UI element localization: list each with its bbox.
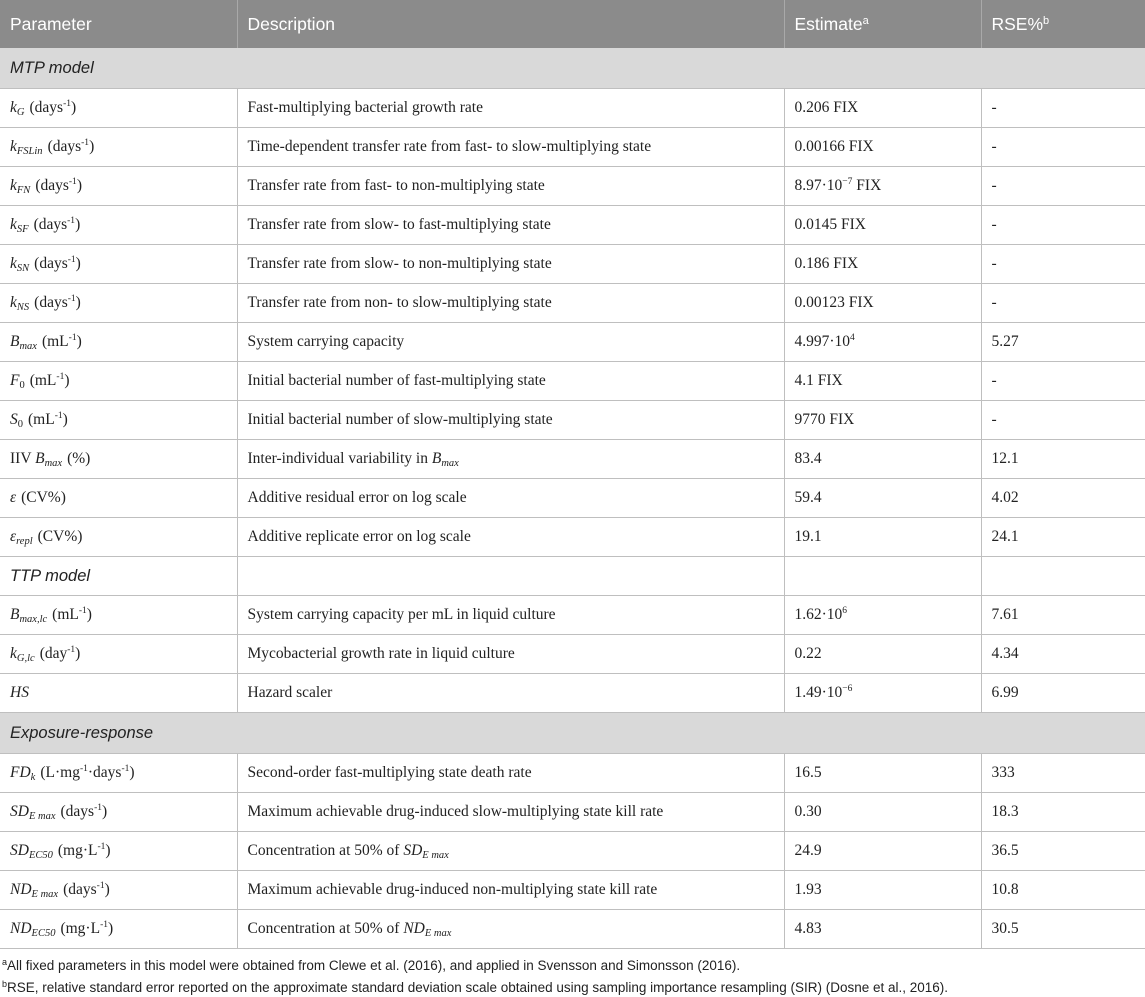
table-row (0, 128, 1145, 167)
table-row (0, 832, 1145, 871)
description-subscript: E max (422, 850, 449, 861)
estimate-suffix: FIX (852, 177, 882, 194)
estimate-cell (784, 518, 981, 557)
table-row (0, 674, 1145, 713)
rse-cell: - (981, 362, 1145, 401)
estimate-value: 0.22 (794, 645, 822, 662)
description-cell (237, 871, 784, 910)
parameter-cell (0, 596, 237, 635)
estimate-value: 1.49·10 (794, 684, 843, 701)
description-text: Initial bacterial number of slow-multiplying state (247, 411, 553, 428)
parameter-subscript: FSLin (16, 146, 43, 157)
parameter-cell (0, 284, 237, 323)
unit-exponent: -1 (67, 645, 76, 655)
description-text: Transfer rate from slow- to non-multiplying state (247, 255, 552, 272)
rse-cell: 4.02 (981, 479, 1145, 518)
parameter-cell (0, 674, 237, 713)
parameter-unit (35, 177, 82, 194)
parameter-unit (29, 99, 76, 116)
section-row-ttp (0, 557, 1145, 596)
estimate-value: 19.1 (794, 528, 822, 545)
unit-exponent: -1 (121, 764, 130, 774)
description-cell (237, 635, 784, 674)
unit-text: ) (102, 803, 108, 820)
parameter-subscript: 0 (19, 380, 25, 391)
estimate-exponent: −7 (842, 177, 853, 187)
table-row (0, 206, 1145, 245)
description-text: Maximum achievable drug-induced non-multiplying state kill rate (247, 881, 658, 898)
parameter-subscript: NS (16, 302, 30, 313)
table-row (0, 596, 1145, 635)
unit-text: (days (34, 255, 68, 272)
rse-cell: 24.1 (981, 518, 1145, 557)
parameter-subscript: SN (16, 263, 30, 274)
parameter-cell (0, 167, 237, 206)
parameter-symbol: k (10, 255, 17, 272)
unit-text: ) (105, 842, 111, 859)
unit-text: (days (33, 216, 68, 233)
table-row (0, 910, 1145, 949)
parameter-subscript: repl (16, 536, 33, 547)
estimate-cell (784, 596, 981, 635)
description-text: Maximum achievable drug-induced slow-multiplying state kill rate (247, 803, 664, 820)
description-text: System carrying capacity per mL in liquid culture (247, 606, 556, 623)
estimate-cell (784, 440, 981, 479)
description-cell (237, 674, 784, 713)
parameter-cell (0, 323, 237, 362)
rse-cell: 5.27 (981, 323, 1145, 362)
unit-text: (%) (67, 450, 91, 467)
description-text: Inter-individual variability in (247, 450, 428, 467)
parameter-subscript: E max (31, 889, 59, 900)
unit-text: (mL (41, 333, 69, 350)
unit-text: (days (29, 99, 64, 116)
parameter-cell (0, 793, 237, 832)
estimate-cell (784, 793, 981, 832)
description-cell (237, 596, 784, 635)
table-row (0, 440, 1145, 479)
description-text: Initial bacterial number of fast-multiplying state (247, 372, 546, 389)
rse-cell: - (981, 401, 1145, 440)
parameter-unit (38, 528, 83, 545)
description-symbol: B (431, 450, 442, 467)
unit-exponent: -1 (78, 606, 87, 616)
unit-exponent: -1 (97, 842, 106, 852)
unit-text: (mL (28, 411, 55, 428)
estimate-value: 83.4 (794, 450, 822, 467)
unit-exponent: -1 (94, 803, 102, 813)
rse-cell: - (981, 245, 1145, 284)
description-cell (237, 910, 784, 949)
parameter-subscript: FN (16, 185, 31, 196)
parameter-symbol: SD (10, 803, 29, 820)
rse-cell: - (981, 128, 1145, 167)
estimate-cell (784, 206, 981, 245)
description-text: Concentration at 50% of (247, 842, 400, 859)
estimate-value: 0.0145 FIX (794, 216, 866, 233)
parameter-subscript: E max (28, 811, 56, 822)
estimate-value: 4.997·10 (794, 333, 851, 350)
unit-exponent: -1 (81, 138, 90, 148)
empty-cell (981, 557, 1145, 596)
parameter-cell (0, 479, 237, 518)
section-label: MTP model (0, 48, 1145, 89)
parameter-cell (0, 401, 237, 440)
parameter-unit (40, 764, 134, 781)
description-text: Additive residual error on log scale (247, 489, 467, 506)
estimate-value: 4.83 (794, 920, 822, 937)
estimate-cell (784, 362, 981, 401)
estimate-value: 24.9 (794, 842, 822, 859)
unit-text: (day (39, 645, 68, 662)
parameter-symbol: B (35, 450, 45, 467)
unit-exponent: -1 (96, 881, 105, 891)
description-cell (237, 832, 784, 871)
description-text: Transfer rate from fast- to non-multiplying state (247, 177, 545, 194)
description-cell (237, 401, 784, 440)
parameter-symbol: k (10, 645, 17, 662)
parameter-cell (0, 754, 237, 793)
parameter-unit (34, 255, 81, 272)
parameter-symbol: FD (10, 764, 31, 781)
parameter-symbol: B (10, 333, 20, 350)
unit-exponent: -1 (56, 372, 65, 382)
estimate-cell (784, 674, 981, 713)
table-row (0, 754, 1145, 793)
table-row (0, 793, 1145, 832)
parameter-symbol: k (10, 99, 17, 116)
parameter-cell (0, 128, 237, 167)
estimate-cell (784, 479, 981, 518)
header-parameter: Parameter (0, 0, 237, 48)
rse-cell: 4.34 (981, 635, 1145, 674)
description-cell (237, 793, 784, 832)
estimate-cell (784, 128, 981, 167)
parameter-cell (0, 245, 237, 284)
parameter-symbol: S (10, 411, 18, 428)
rse-cell: - (981, 89, 1145, 128)
description-cell (237, 440, 784, 479)
unit-text: (mg·L (60, 920, 101, 937)
parameter-symbol: HS (10, 684, 29, 701)
estimate-value: 0.206 FIX (794, 99, 859, 116)
description-cell (237, 128, 784, 167)
parameter-symbol: ND (10, 920, 32, 937)
estimate-value: 0.30 (794, 803, 822, 820)
description-cell (237, 479, 784, 518)
description-symbol: ND (403, 920, 425, 937)
unit-text: (days (47, 138, 82, 155)
rse-cell: 10.8 (981, 871, 1145, 910)
table-row (0, 89, 1145, 128)
estimate-cell (784, 167, 981, 206)
estimate-cell (784, 89, 981, 128)
footnote-a: $^a$All fixed parameters in this model were obtained from Clewe et al. (2016), and applied in Svensson and Simonsson (2016). (2, 957, 741, 973)
parameter-unit (58, 842, 111, 859)
unit-text: ) (75, 255, 81, 272)
parameter-cell (0, 832, 237, 871)
description-cell (237, 323, 784, 362)
parameter-unit (30, 372, 70, 389)
estimate-cell (784, 832, 981, 871)
estimate-value: 0.186 FIX (794, 255, 859, 272)
parameter-cell (0, 871, 237, 910)
unit-exponent: -1 (100, 920, 108, 930)
header-description: Description (237, 0, 784, 48)
unit-text: (CV%) (37, 528, 83, 545)
unit-exponent: -1 (67, 255, 76, 265)
parameter-unit (63, 881, 110, 898)
unit-text: (days (34, 294, 68, 311)
estimate-value: 59.4 (794, 489, 822, 506)
parameter-subscript: SF (16, 224, 29, 235)
description-text: Time-dependent transfer rate from fast- to slow-multiplying state (247, 138, 652, 155)
unit-text: ) (108, 920, 114, 937)
description-cell (237, 754, 784, 793)
table-row (0, 871, 1145, 910)
parameter-symbol: k (10, 216, 17, 233)
section-label: TTP model (0, 557, 237, 596)
description-subscript: max (441, 458, 459, 469)
parameter-cell (0, 89, 237, 128)
parameter-unit (48, 138, 95, 155)
unit-exponent: -1 (79, 764, 88, 774)
parameter-subscript: EC50 (31, 928, 56, 939)
estimate-cell (784, 635, 981, 674)
estimate-exponent: 6 (842, 606, 848, 616)
unit-exponent: -1 (63, 99, 71, 109)
parameter-subscript: G (16, 107, 25, 118)
unit-text: (CV%) (21, 489, 66, 506)
parameter-symbol: ε (10, 528, 17, 545)
empty-cell (784, 557, 981, 596)
unit-exponent: -1 (68, 177, 77, 187)
unit-text: ) (76, 333, 82, 350)
table-row (0, 479, 1145, 518)
description-text: Transfer rate from slow- to fast-multiplying state (247, 216, 551, 233)
description-symbol: SD (403, 842, 423, 859)
unit-text: ) (86, 606, 92, 623)
parameter-unit (52, 606, 92, 623)
description-text: Fast-multiplying bacterial growth rate (247, 99, 483, 116)
table-header-row (0, 0, 1145, 48)
section-row-exposure-response (0, 713, 1145, 754)
parameter-subscript: EC50 (28, 850, 53, 861)
estimate-cell (784, 754, 981, 793)
estimate-exponent: 4 (850, 333, 855, 343)
parameter-subscript: max (44, 458, 63, 469)
parameter-symbol: ND (10, 881, 32, 898)
unit-text: (mL (29, 372, 57, 389)
parameter-unit (61, 803, 108, 820)
unit-exponent: -1 (67, 216, 76, 226)
unit-text: (mg·L (57, 842, 98, 859)
description-cell (237, 518, 784, 557)
unit-text: ) (129, 764, 135, 781)
rse-cell: 333 (981, 754, 1145, 793)
parameter-unit (60, 920, 113, 937)
unit-text: ) (76, 177, 82, 194)
description-text: Mycobacterial growth rate in liquid culture (247, 645, 515, 662)
parameter-unit (34, 294, 81, 311)
table-row (0, 635, 1145, 674)
estimate-value: 4.1 FIX (794, 372, 843, 389)
description-cell (237, 362, 784, 401)
parameter-prefix: IIV (10, 450, 36, 467)
section-row-mtp (0, 48, 1145, 89)
rse-cell: 6.99 (981, 674, 1145, 713)
rse-cell: 30.5 (981, 910, 1145, 949)
table-row (0, 401, 1145, 440)
rse-cell: 7.61 (981, 596, 1145, 635)
parameter-cell (0, 206, 237, 245)
estimate-value: 16.5 (794, 764, 822, 781)
unit-exponent: -1 (68, 333, 77, 343)
parameter-symbol: B (10, 606, 20, 623)
parameter-symbol: F (10, 372, 20, 389)
description-text: Hazard scaler (247, 684, 333, 701)
parameter-subscript: 0 (17, 419, 23, 430)
description-text: Transfer rate from non- to slow-multiplying state (247, 294, 552, 311)
rse-cell: - (981, 284, 1145, 323)
description-text: Second-order fast-multiplying state death rate (247, 764, 532, 781)
parameter-unit (40, 645, 81, 662)
footnote-b: $^b$RSE, relative standard error reported on the approximate standard deviation scale obtained using sampling importance resampling (SIR) (Dosne et al., 2016). (2, 979, 949, 995)
parameter-subscript: max,lc (19, 614, 48, 625)
unit-text: ) (62, 411, 68, 428)
unit-text: ·days (87, 764, 122, 781)
estimate-cell (784, 871, 981, 910)
header-estimate: Estimate$^a$ (784, 0, 981, 48)
parameter-cell (0, 518, 237, 557)
unit-text: ) (75, 216, 81, 233)
rse-cell: - (981, 206, 1145, 245)
rse-cell: 18.3 (981, 793, 1145, 832)
parameter-symbol: SD (10, 842, 29, 859)
description-cell (237, 89, 784, 128)
estimate-value: 8.97·10 (794, 177, 843, 194)
description-text: System carrying capacity (247, 333, 405, 350)
estimate-value: 9770 FIX (794, 411, 855, 428)
empty-cell (237, 557, 784, 596)
unit-exponent: -1 (54, 411, 63, 421)
estimate-exponent: −6 (842, 684, 853, 694)
table-footnotes (0, 949, 1145, 997)
unit-text: ) (70, 99, 77, 116)
estimate-cell (784, 284, 981, 323)
table-row (0, 167, 1145, 206)
parameter-symbol: k (10, 177, 17, 194)
parameter-cell (0, 910, 237, 949)
table-row (0, 245, 1145, 284)
estimate-cell (784, 245, 981, 284)
section-label: Exposure-response (0, 713, 1145, 754)
parameter-subscript: k (30, 772, 36, 783)
parameter-symbol: k (10, 294, 17, 311)
table-row (0, 323, 1145, 362)
unit-text: ) (104, 881, 110, 898)
unit-exponent: -1 (67, 294, 76, 304)
rse-cell: - (981, 167, 1145, 206)
estimate-value: 0.00123 FIX (794, 294, 874, 311)
parameter-unit (67, 450, 90, 467)
parameter-subscript: max (19, 341, 37, 352)
estimate-value: 0.00166 FIX (794, 138, 874, 155)
parameter-unit (42, 333, 82, 350)
unit-text: (days (35, 177, 69, 194)
table-row (0, 362, 1145, 401)
unit-text: ) (75, 294, 81, 311)
parameter-cell (0, 440, 237, 479)
parameter-unit (21, 489, 66, 506)
table-row (0, 518, 1145, 557)
rse-cell: 12.1 (981, 440, 1145, 479)
description-subscript: E max (424, 928, 452, 939)
parameter-subscript: G,lc (16, 653, 35, 664)
estimate-cell (784, 323, 981, 362)
parameter-symbol: ε (10, 489, 17, 506)
unit-text: ) (64, 372, 70, 389)
header-rse: RSE%$^b$ (981, 0, 1145, 48)
unit-text: (days (63, 881, 97, 898)
parameter-unit (34, 216, 81, 233)
unit-text: ) (75, 645, 81, 662)
parameter-cell (0, 362, 237, 401)
estimate-value: 1.93 (794, 881, 822, 898)
parameter-unit (28, 411, 68, 428)
estimate-cell (784, 910, 981, 949)
estimate-value: 1.62·10 (794, 606, 843, 623)
parameter-symbol: k (10, 138, 17, 155)
parameter-cell (0, 635, 237, 674)
description-text: Additive replicate error on log scale (247, 528, 471, 545)
estimate-cell (784, 401, 981, 440)
description-cell (237, 284, 784, 323)
table-row (0, 284, 1145, 323)
rse-cell: 36.5 (981, 832, 1145, 871)
unit-text: (mL (52, 606, 79, 623)
description-cell (237, 245, 784, 284)
unit-text: (days (60, 803, 95, 820)
unit-text: ) (89, 138, 95, 155)
description-text: Concentration at 50% of (247, 920, 400, 937)
description-cell (237, 167, 784, 206)
description-cell (237, 206, 784, 245)
unit-text: (L·mg (40, 764, 80, 781)
